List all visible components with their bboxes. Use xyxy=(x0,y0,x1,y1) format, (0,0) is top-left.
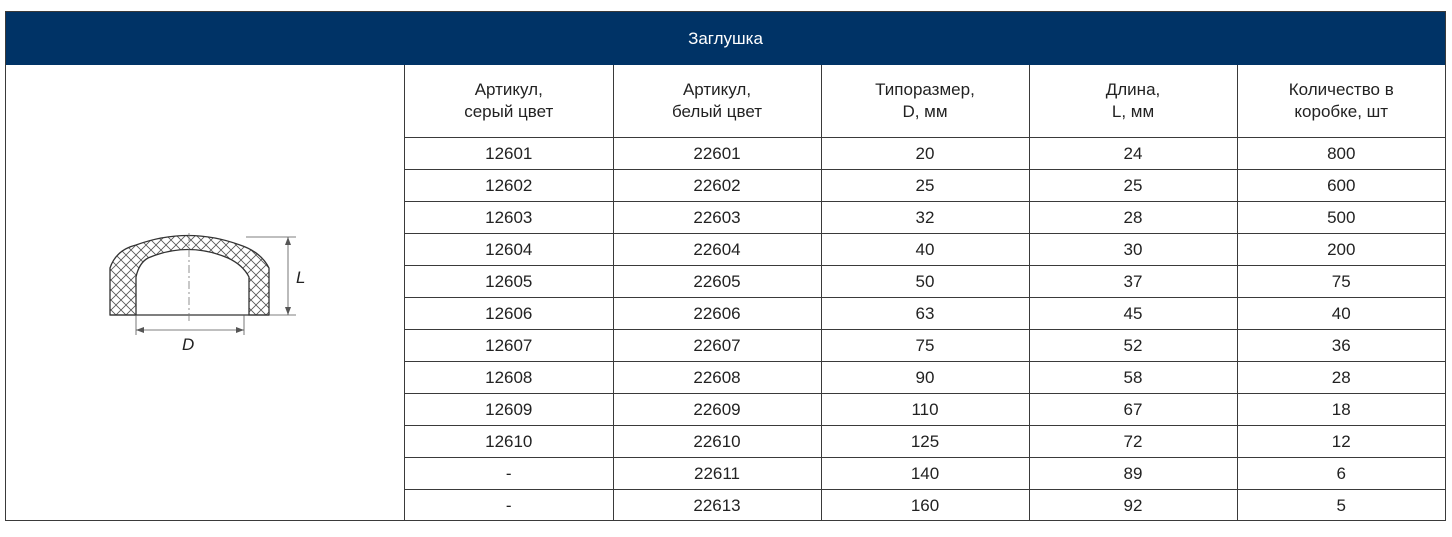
table-cell: 22601 xyxy=(613,138,821,170)
table-cell: 110 xyxy=(821,394,1029,426)
table-row xyxy=(405,458,1445,490)
table-cell: 22613 xyxy=(613,490,821,522)
table-row xyxy=(405,138,1445,170)
column-header-line: Типоразмер, xyxy=(875,80,975,99)
table-cell: 22610 xyxy=(613,426,821,458)
header-row xyxy=(405,65,1445,138)
table-cell: 800 xyxy=(1237,138,1445,170)
table-cell: - xyxy=(405,458,613,490)
table-cell: 89 xyxy=(1029,458,1237,490)
table-cell: 12606 xyxy=(405,298,613,330)
product-table-frame xyxy=(5,11,1446,521)
table-cell: 12 xyxy=(1237,426,1445,458)
table-row xyxy=(405,426,1445,458)
table-cell: 18 xyxy=(1237,394,1445,426)
table-cell: 22605 xyxy=(613,266,821,298)
length-arrow-bottom xyxy=(285,307,291,315)
table-cell: 40 xyxy=(821,234,1029,266)
table-cell: 90 xyxy=(821,362,1029,394)
table-cell: 28 xyxy=(1237,362,1445,394)
table-cell: 140 xyxy=(821,458,1029,490)
table-row xyxy=(405,362,1445,394)
table-row xyxy=(405,234,1445,266)
table-cell: 22608 xyxy=(613,362,821,394)
table-cell: 12607 xyxy=(405,330,613,362)
table-row xyxy=(405,202,1445,234)
table-cell: 12601 xyxy=(405,138,613,170)
table-cell: 12605 xyxy=(405,266,613,298)
table-row xyxy=(405,170,1445,202)
table-cell: 30 xyxy=(1029,234,1237,266)
table-cell: 22603 xyxy=(613,202,821,234)
column-header xyxy=(821,65,1029,138)
table-row xyxy=(405,490,1445,522)
diameter-label: D xyxy=(182,335,195,354)
column-header xyxy=(1237,65,1445,138)
table-cell: 22604 xyxy=(613,234,821,266)
length-label: L xyxy=(296,268,306,287)
table-cell: 52 xyxy=(1029,330,1237,362)
column-header-line: Артикул, xyxy=(474,80,543,99)
table-cell: 75 xyxy=(1237,266,1445,298)
table-cell: 72 xyxy=(1029,426,1237,458)
table-cell: 500 xyxy=(1237,202,1445,234)
cap-drawing xyxy=(6,65,405,520)
table-cell: 600 xyxy=(1237,170,1445,202)
table-cell: 32 xyxy=(821,202,1029,234)
spec-table xyxy=(405,65,1445,521)
table-cell: 58 xyxy=(1029,362,1237,394)
table-cell: 6 xyxy=(1237,458,1445,490)
table-cell: 22607 xyxy=(613,330,821,362)
column-header-line: L, мм xyxy=(1111,102,1155,121)
table-cell: 25 xyxy=(1029,170,1237,202)
table-cell: 28 xyxy=(1029,202,1237,234)
length-arrow-top xyxy=(285,237,291,245)
table-cell: 12610 xyxy=(405,426,613,458)
table-cell: 45 xyxy=(1029,298,1237,330)
column-header-line: коробке, шт xyxy=(1294,102,1389,121)
table-cell: 125 xyxy=(821,426,1029,458)
column-header-line: Количество в xyxy=(1288,80,1394,99)
column-header-line: D, мм xyxy=(902,102,948,121)
table-row xyxy=(405,266,1445,298)
diameter-arrow-right xyxy=(236,327,244,333)
table-row xyxy=(405,394,1445,426)
table-cell: 67 xyxy=(1029,394,1237,426)
table-cell: 22602 xyxy=(613,170,821,202)
table-row xyxy=(405,330,1445,362)
diameter-arrow-left xyxy=(136,327,144,333)
table-cell: 200 xyxy=(1237,234,1445,266)
table-cell: 5 xyxy=(1237,490,1445,522)
column-header xyxy=(1029,65,1237,138)
table-cell: 12604 xyxy=(405,234,613,266)
table-cell: 160 xyxy=(821,490,1029,522)
cap-section xyxy=(110,236,269,316)
table-cell: 12602 xyxy=(405,170,613,202)
column-header-line: Артикул, xyxy=(682,80,752,99)
table-cell: 22611 xyxy=(613,458,821,490)
table-cell: 12603 xyxy=(405,202,613,234)
column-header xyxy=(613,65,821,138)
table-cell: 63 xyxy=(821,298,1029,330)
table-cell: 50 xyxy=(821,266,1029,298)
column-header-line: Длина, xyxy=(1105,80,1161,99)
table-row xyxy=(405,298,1445,330)
table-cell: 36 xyxy=(1237,330,1445,362)
table-cell: 92 xyxy=(1029,490,1237,522)
table-cell: 37 xyxy=(1029,266,1237,298)
drawing-cell xyxy=(6,65,405,520)
table-body xyxy=(405,138,1445,522)
table-title: Заглушка xyxy=(6,12,1445,65)
table-cell: 24 xyxy=(1029,138,1237,170)
table-cell: 12608 xyxy=(405,362,613,394)
table-cell: 20 xyxy=(821,138,1029,170)
table-cell: 12609 xyxy=(405,394,613,426)
table-cell: 22609 xyxy=(613,394,821,426)
table-cell: 40 xyxy=(1237,298,1445,330)
table-cell: 75 xyxy=(821,330,1029,362)
column-header-line: серый цвет xyxy=(464,102,554,121)
table-cell: - xyxy=(405,490,613,522)
column-header-line: белый цвет xyxy=(671,102,763,121)
column-header xyxy=(405,65,613,138)
table-cell: 25 xyxy=(821,170,1029,202)
table-cell: 22606 xyxy=(613,298,821,330)
